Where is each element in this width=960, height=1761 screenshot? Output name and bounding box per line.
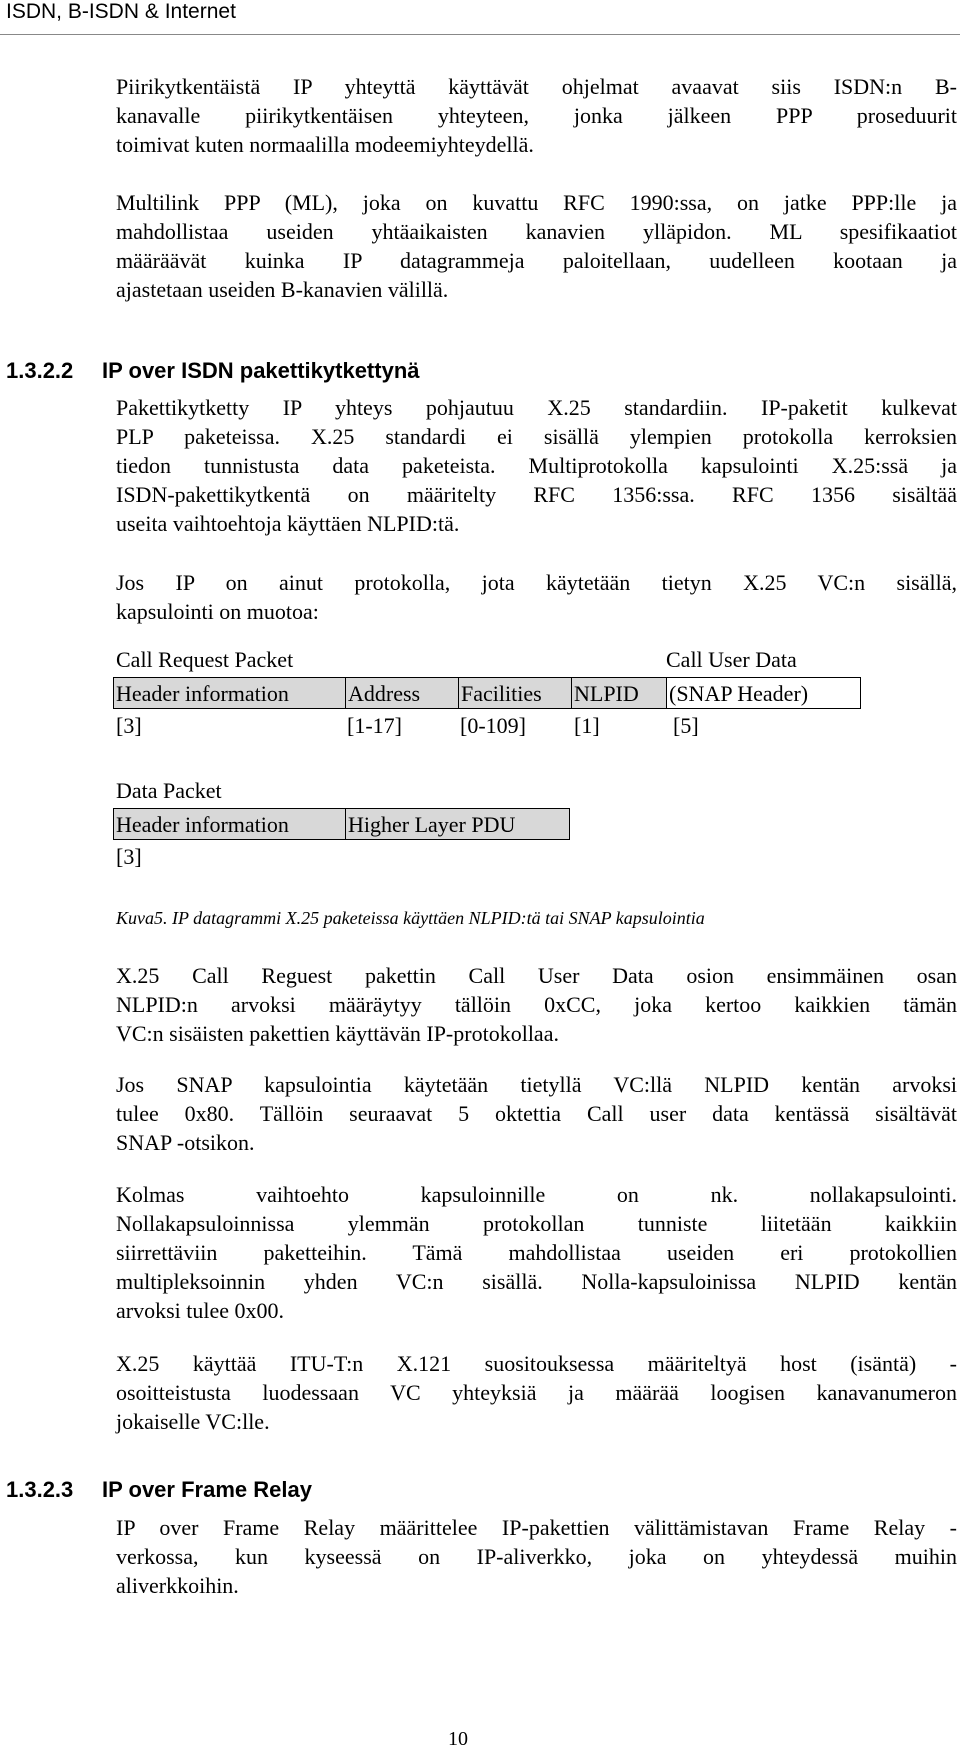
text-line: osoitteistusta luodessaan VC yhteyksiä ja määrää loogisen kanavanumeron [116,1380,957,1405]
text-line: siirrettäviin paketteihin. Tämä mahdollistaa useiden eri protokollien [116,1240,957,1265]
packet-field-header: Header information [113,677,346,709]
paragraph-3 [116,393,957,538]
text-line: aliverkkoihin. [116,1573,239,1598]
text-line: tulee 0x80. Tällöin seuraavat 5 oktettia Call user data kentässä sisältävät [116,1101,957,1126]
field-size: [0-109] [460,713,526,738]
paragraph-6 [116,1070,957,1157]
running-header: ISDN, B-ISDN & Internet [6,0,236,23]
text-line: Piirikytkentäistä IP yhteyttä käyttävät ohjelmat avaavat siis ISDN:n B- [116,74,957,99]
packet-field-snap-header: (SNAP Header) [666,677,861,709]
paragraph-1 [116,72,957,159]
data-field-header: Header information [113,808,346,840]
text-line: verkossa, kun kyseessä on IP-aliverkko, joka on yhteydessä muihin [116,1544,957,1569]
text-line: kapsulointi on muotoa: [116,599,319,624]
call-user-data-label: Call User Data [666,647,797,672]
paragraph-9 [116,1513,957,1600]
text-line: useita vaihtoehtoja käyttäen NLPID:tä. [116,511,460,536]
text-line: Nollakapsuloinnissa ylemmän protokollan tunniste liitetään kaikkiin [116,1211,957,1236]
field-size: [1-17] [347,713,402,738]
figure-caption: Kuva5. IP datagrammi X.25 paketeissa käyttäen NLPID:tä tai SNAP kapsulointia [116,908,705,928]
text-line: X.25 Call Reguest pakettin Call User Data osion ensimmäinen osan [116,963,957,988]
paragraph-7 [116,1180,957,1325]
text-line: Jos IP on ainut protokolla, jota käytetään tietyn X.25 VC:n sisällä, [116,570,957,595]
packet-field-address: Address [345,677,459,709]
packet-field-facilities: Facilities [458,677,572,709]
text-line: kanavalle piirikytkentäisen yhteyteen, jonka jälkeen PPP proseduurit [116,103,957,128]
text-line: Kolmas vaihtoehto kapsuloinnille on nk. nollakapsulointi. [116,1182,957,1207]
paragraph-5 [116,961,957,1048]
text-line: X.25 käyttää ITU-T:n X.121 suositouksessa määriteltyä host (isäntä) - [116,1351,957,1376]
field-size: [3] [116,844,142,869]
call-request-label: Call Request Packet [116,647,294,672]
section-number: 1.3.2.3 [6,1477,74,1502]
text-line: toimivat kuten normaalilla modeemiyhteydellä. [116,132,534,157]
text-line: IP over Frame Relay määrittelee IP-pakettien välittämistavan Frame Relay - [116,1515,957,1540]
data-packet-label: Data Packet [116,778,222,803]
text-line: mahdollistaa useiden yhtäaikaisten kanavien ylläpidon. ML spesifikaatiot [116,219,957,244]
field-size: [1] [574,713,600,738]
paragraph-8 [116,1349,957,1436]
field-size: [5] [673,713,699,738]
text-line: multipleksoinnin yhden VC:n sisällä. Nolla-kapsuloinissa NLPID kentän [116,1269,957,1294]
text-line: ajastetaan useiden B-kanavien välillä. [116,277,449,302]
header-divider [0,34,960,35]
text-line: Multilink PPP (ML), joka on kuvattu RFC 1990:ssa, on jatke PPP:lle ja [116,190,957,215]
text-line: Pakettikytketty IP yhteys pohjautuu X.25 standardiin. IP-paketit kulkevat [116,395,957,420]
text-line: VC:n sisäisten pakettien käyttävän IP-protokollaa. [116,1021,559,1046]
section-heading-1-3-2-3 [6,1477,312,1503]
text-line: NLPID:n arvoksi määräytyy tällöin 0xCC, joka kertoo kaikkien tämän [116,992,957,1017]
section-title: IP over Frame Relay [102,1477,312,1502]
data-field-higher-layer-pdu: Higher Layer PDU [345,808,570,840]
text-line: Jos SNAP kapsulointia käytetään tietyllä VC:llä NLPID kentän arvoksi [116,1072,957,1097]
text-line: arvoksi tulee 0x00. [116,1298,285,1323]
section-heading-1-3-2-2 [6,358,420,384]
text-line: määräävät kuinka IP datagrammeja paloitellaan, uudelleen kootaan ja [116,248,957,273]
section-number: 1.3.2.2 [6,358,74,383]
text-line: ISDN-pakettikytkentä on määritelty RFC 1356:ssa. RFC 1356 sisältää [116,482,957,507]
paragraph-2 [116,188,957,304]
field-size: [3] [116,713,142,738]
section-title: IP over ISDN pakettikytkettynä [102,358,420,383]
packet-field-nlpid: NLPID [571,677,667,709]
paragraph-4 [116,568,957,626]
page-number: 10 [448,1728,468,1750]
text-line: jokaiselle VC:lle. [116,1409,270,1434]
text-line: SNAP -otsikon. [116,1130,255,1155]
text-line: tiedon tunnistusta data paketeista. Multiprotokolla kapsulointi X.25:ssä ja [116,453,957,478]
text-line: PLP paketeissa. X.25 standardi ei sisällä ylempien protokolla kerroksien [116,424,957,449]
